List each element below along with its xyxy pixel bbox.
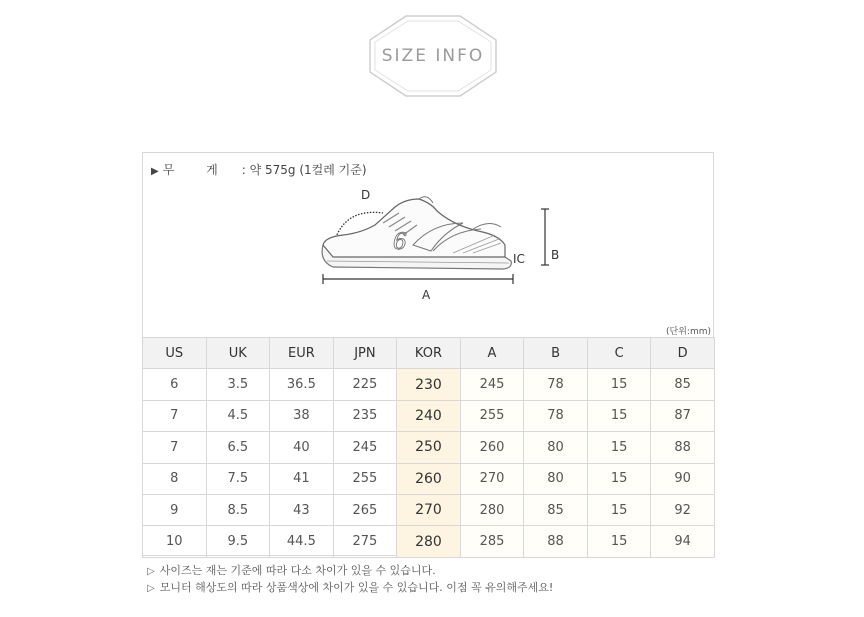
table-cell: 8	[143, 463, 207, 494]
note-text: 모니터 해상도의 따라 상품색상에 차이가 있을 수 있습니다. 이점 꼭 유의해주세요!	[159, 581, 554, 594]
table-cell: 230	[397, 369, 461, 400]
column-header: JPN	[333, 338, 397, 369]
table-cell: 10	[143, 526, 207, 557]
table-cell: 15	[587, 432, 651, 463]
table-cell: 87	[651, 400, 715, 431]
table-cell: 15	[587, 463, 651, 494]
table-cell: 8.5	[206, 494, 270, 525]
table-cell: 280	[397, 526, 461, 557]
table-cell: 7.5	[206, 463, 270, 494]
table-cell: 94	[651, 526, 715, 557]
table-cell: 78	[524, 400, 588, 431]
table-cell: 4.5	[206, 400, 270, 431]
weight-info	[151, 161, 367, 178]
table-cell: 80	[524, 432, 588, 463]
table-cell: 41	[270, 463, 334, 494]
size-info-title: SIZE INFO	[381, 46, 485, 66]
table-cell: 265	[333, 494, 397, 525]
table-cell: 78	[524, 369, 588, 400]
table-cell: 255	[333, 463, 397, 494]
unit-note: (단위:mm)	[666, 327, 711, 337]
weight-value: 약 575g (1컬레 기준)	[249, 163, 367, 177]
note-bullet-icon: ▷	[147, 583, 155, 594]
table-cell: 255	[460, 400, 524, 431]
table-cell: 250	[397, 432, 461, 463]
note-item	[147, 580, 553, 597]
size-info-badge	[368, 14, 498, 98]
table-cell: 6.5	[206, 432, 270, 463]
column-header: UK	[206, 338, 270, 369]
table-cell: 3.5	[206, 369, 270, 400]
shoe-measurement-diagram	[313, 183, 573, 308]
table-row	[143, 400, 715, 431]
note-text: 사이즈는 재는 기준에 따라 다소 차이가 있을 수 있습니다.	[159, 564, 436, 577]
column-header: C	[587, 338, 651, 369]
notes	[147, 563, 553, 597]
column-header: US	[143, 338, 207, 369]
table-cell: 235	[333, 400, 397, 431]
table-cell: 9	[143, 494, 207, 525]
table-cell: 245	[460, 369, 524, 400]
table-cell: 15	[587, 369, 651, 400]
table-cell: 260	[460, 432, 524, 463]
note-item	[147, 563, 553, 580]
size-table	[142, 337, 715, 558]
table-row	[143, 494, 715, 525]
table-cell: 7	[143, 400, 207, 431]
table-cell: 88	[651, 432, 715, 463]
dimension-d-label: D	[361, 188, 371, 202]
table-cell: 40	[270, 432, 334, 463]
table-cell: 15	[587, 526, 651, 557]
table-cell: 6	[143, 369, 207, 400]
shoe-upper	[323, 199, 505, 257]
table-cell: 15	[587, 494, 651, 525]
column-header: D	[651, 338, 715, 369]
table-cell: 38	[270, 400, 334, 431]
table-cell: 92	[651, 494, 715, 525]
table-cell: 275	[333, 526, 397, 557]
table-cell: 44.5	[270, 526, 334, 557]
table-row	[143, 463, 715, 494]
dimension-c-label: IC	[513, 252, 525, 266]
table-cell: 85	[651, 369, 715, 400]
table-cell: 285	[460, 526, 524, 557]
table-cell: 225	[333, 369, 397, 400]
column-header: A	[460, 338, 524, 369]
table-cell: 15	[587, 400, 651, 431]
table-cell: 270	[397, 494, 461, 525]
svg-text:6: 6	[393, 230, 407, 255]
table-cell: 88	[524, 526, 588, 557]
weight-separator: :	[241, 163, 246, 177]
column-header: EUR	[270, 338, 334, 369]
table-cell: 280	[460, 494, 524, 525]
dimension-a-label: A	[422, 288, 431, 302]
table-cell: 43	[270, 494, 334, 525]
table-cell: 85	[524, 494, 588, 525]
weight-label: 무 게	[162, 163, 232, 177]
table-cell: 80	[524, 463, 588, 494]
table-cell: 9.5	[206, 526, 270, 557]
bullet-triangle-icon: ▶	[151, 166, 159, 177]
size-info-panel	[142, 152, 714, 556]
table-row	[143, 369, 715, 400]
table-cell: 245	[333, 432, 397, 463]
table-cell: 270	[460, 463, 524, 494]
table-cell: 36.5	[270, 369, 334, 400]
table-cell: 7	[143, 432, 207, 463]
table-cell: 90	[651, 463, 715, 494]
column-header: B	[524, 338, 588, 369]
column-header: KOR	[397, 338, 461, 369]
table-row	[143, 526, 715, 557]
table-cell: 240	[397, 400, 461, 431]
table-header-row	[143, 338, 715, 369]
dimension-b-label: B	[551, 248, 560, 262]
note-bullet-icon: ▷	[147, 566, 155, 577]
table-row	[143, 432, 715, 463]
table-cell: 260	[397, 463, 461, 494]
